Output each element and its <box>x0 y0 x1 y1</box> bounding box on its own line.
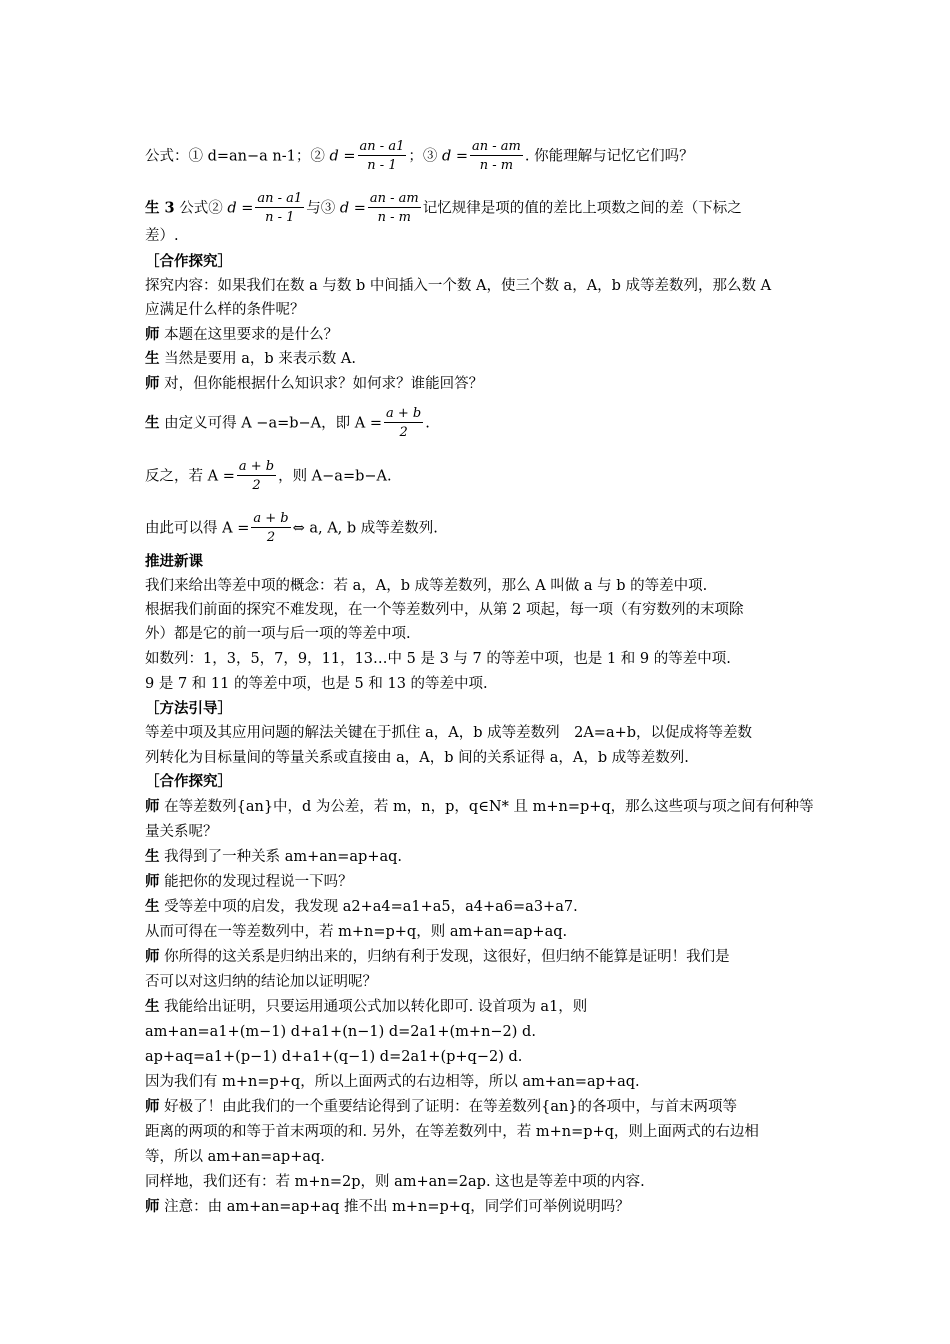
text: 应满足什么样的条件呢？ <box>145 302 305 318</box>
text: 等差中项及其应用问题的解法关键在于抓住 a，A，b 成等差数列 2A=a+b，以促成将等差数 <box>145 725 753 741</box>
text-line <box>145 1173 815 1191</box>
dialogue-line <box>145 190 815 227</box>
text: ；③ <box>408 148 438 165</box>
speaker-label: 师 <box>145 948 160 965</box>
speaker-label: 师 <box>145 326 160 343</box>
text: 由此可以得 A = <box>145 520 250 537</box>
fraction <box>358 138 407 175</box>
text-line <box>145 458 815 495</box>
denominator: n - 1 <box>367 158 397 173</box>
text-line <box>145 650 815 668</box>
dialogue-line <box>145 326 815 344</box>
text: 探究内容：如果我们在数 a 与数 b 中间插入一个数 A，使三个数 a，A，b 成等差数列，那么数 A <box>145 278 772 294</box>
text: 量关系呢？ <box>145 824 218 840</box>
text: 你所得的这关系是归纳出来的，归纳有利于发现，这很好，但归纳不能算是证明！我们是 <box>164 949 730 965</box>
text-line <box>145 1123 815 1141</box>
formula-symbol: d = <box>339 200 366 217</box>
text-line <box>145 973 815 991</box>
formula-line <box>145 138 815 175</box>
dialogue-line <box>145 1098 815 1116</box>
fraction <box>237 458 276 495</box>
formula-symbol: d = <box>227 200 254 217</box>
text: 当然是要用 a，b 来表示数 A. <box>164 351 356 367</box>
text: ，则 A−a=b−A. <box>278 468 392 485</box>
text: 距离的两项的和等于首末两项的和. 另外，在等差数列中，若 m+n=p+q，则上面两式的右边相 <box>145 1124 759 1140</box>
speaker-label: 师 <box>145 1198 160 1215</box>
text: 能把你的发现过程说一下吗？ <box>164 874 353 890</box>
numerator: an - a1 <box>359 139 405 154</box>
text-line <box>145 724 815 742</box>
speaker-label: 生 <box>145 350 160 367</box>
text: . 你能理解与记忆它们吗？ <box>524 148 694 165</box>
text: 对，但你能根据什么知识求？如何求？谁能回答？ <box>164 376 484 392</box>
text: 我们来给出等差中项的概念：若 a，A，b 成等差数列，那么 A 叫做 a 与 b 的等差中项. <box>145 578 708 594</box>
text: ［方法引导］ <box>145 700 232 717</box>
formula-symbol: d = <box>441 148 469 165</box>
text-line <box>145 301 815 319</box>
formula-symbol: d = <box>329 148 356 165</box>
text: 否可以对这归纳的结论加以证明呢？ <box>145 974 377 990</box>
denominator: n - m <box>377 210 411 225</box>
dialogue-line <box>145 350 815 368</box>
text: 记忆规律是项的值的差比上项数之间的差（下标之 <box>422 200 742 217</box>
speaker-label: 生 <box>145 998 160 1015</box>
speaker-label: 师 <box>145 798 160 815</box>
fraction <box>470 138 523 175</box>
text-line <box>145 675 815 693</box>
text: 从而可得在一等差数列中，若 m+n=p+q，则 am+an=ap+aq. <box>145 924 568 940</box>
text: 外）都是它的前一项与后一项的等差中项. <box>145 626 411 642</box>
speaker-label: 师 <box>145 873 160 890</box>
formula-line <box>145 1023 815 1041</box>
text: 公式② <box>179 200 223 217</box>
speaker-label: 师 <box>145 1098 160 1115</box>
text: 根据我们前面的探究不难发现，在一个等差数列中，从第 2 项起，每一项（有穷数列的末项除 <box>145 602 744 618</box>
text-line <box>145 1073 815 1091</box>
text-line <box>145 577 815 595</box>
text-line <box>145 227 815 245</box>
fraction <box>251 510 290 547</box>
dialogue-line <box>145 375 815 393</box>
dialogue-line <box>145 948 815 966</box>
text: ［合作探究］ <box>145 253 232 270</box>
text: 受等差中项的启发，我发现 a2+a4=a1+a5，a4+a6=a3+a7. <box>164 899 578 915</box>
dialogue-line <box>145 873 815 891</box>
text: 在等差数列{an}中，d 为公差，若 m，n，p，q∈N* 且 m+n=p+q，那么这些项与项之间有何种等 <box>164 799 814 815</box>
denominator: 2 <box>252 478 261 493</box>
numerator: an - am <box>369 191 419 206</box>
denominator: n - 1 <box>265 210 295 225</box>
text: . <box>425 415 430 432</box>
dialogue-line <box>145 848 815 866</box>
text: 好极了！由此我们的一个重要结论得到了证明：在等差数列{an}的各项中，与首末两项等 <box>164 1099 738 1115</box>
text: ⇔ a, A, b 成等差数列. <box>292 520 438 537</box>
text: 本题在这里要求的是什么？ <box>164 327 339 343</box>
text-line <box>145 749 815 767</box>
text: ［合作探究］ <box>145 773 232 790</box>
text: 由定义可得 A −a=b−A，即 A = <box>164 415 382 432</box>
text: 我得到了一种关系 am+an=ap+aq. <box>164 849 403 865</box>
text: 注意：由 am+an=ap+aq 推不出 m+n=p+q，同学们可举例说明吗？ <box>164 1199 630 1215</box>
text: 9 是 7 和 11 的等差中项，也是 5 和 13 的等差中项. <box>145 676 488 692</box>
speaker-label: 生 <box>145 898 160 915</box>
text-line <box>145 625 815 643</box>
text: ap+aq=a1+(p−1) d+a1+(q−1) d=2a1+(p+q−2) d. <box>145 1049 523 1065</box>
text: 我能给出证明，只要运用通项公式加以转化即可. 设首项为 a1，则 <box>164 999 588 1015</box>
section-heading <box>145 773 815 791</box>
speaker-label: 师 <box>145 375 160 392</box>
denominator: n - m <box>479 158 514 173</box>
text-line <box>145 510 815 547</box>
speaker-label: 生 3 <box>145 199 175 217</box>
text: 反之，若 A = <box>145 468 235 485</box>
text: 列转化为目标量间的等量关系或直接由 a，A，b 间的关系证得 a，A，b 成等差数列. <box>145 750 689 766</box>
numerator: an - a1 <box>257 191 303 206</box>
formula-line <box>145 1048 815 1066</box>
section-heading <box>145 553 815 571</box>
text: 等，所以 am+an=ap+aq. <box>145 1149 325 1165</box>
numerator: a + b <box>238 459 275 474</box>
denominator: 2 <box>266 530 276 545</box>
fraction <box>384 405 423 442</box>
numerator: an - am <box>472 139 521 154</box>
fraction <box>255 190 304 227</box>
text-line <box>145 277 815 295</box>
text-line <box>145 923 815 941</box>
section-heading <box>145 253 815 271</box>
dialogue-line <box>145 998 815 1016</box>
text: 公式：① d=an−a n-1；② <box>145 148 325 165</box>
text: 差）. <box>145 228 179 244</box>
dialogue-line <box>145 1198 815 1216</box>
dialogue-line <box>145 405 815 442</box>
text: 同样地，我们还有：若 m+n=2p，则 am+an=2ap. 这也是等差中项的内容. <box>145 1174 645 1190</box>
dialogue-line <box>145 798 815 816</box>
text: 如数列：1，3，5，7，9，11，13…中 5 是 3 与 7 的等差中项，也是 1 和 9 的等差中项. <box>145 651 731 667</box>
dialogue-line <box>145 898 815 916</box>
numerator: a + b <box>253 511 289 526</box>
speaker-label: 生 <box>145 848 160 865</box>
text-line <box>145 823 815 841</box>
speaker-label: 生 <box>145 414 160 432</box>
denominator: 2 <box>399 425 408 440</box>
numerator: a + b <box>385 406 422 421</box>
text-line <box>145 601 815 619</box>
text: am+an=a1+(m−1) d+a1+(n−1) d=2a1+(m+n−2) d. <box>145 1024 536 1040</box>
text-line <box>145 1148 815 1166</box>
section-heading <box>145 700 815 718</box>
fraction <box>368 190 421 227</box>
text: 推进新课 <box>145 553 203 570</box>
text: 与③ <box>306 200 336 217</box>
text: 因为我们有 m+n=p+q，所以上面两式的右边相等，所以 am+an=ap+aq. <box>145 1074 640 1090</box>
